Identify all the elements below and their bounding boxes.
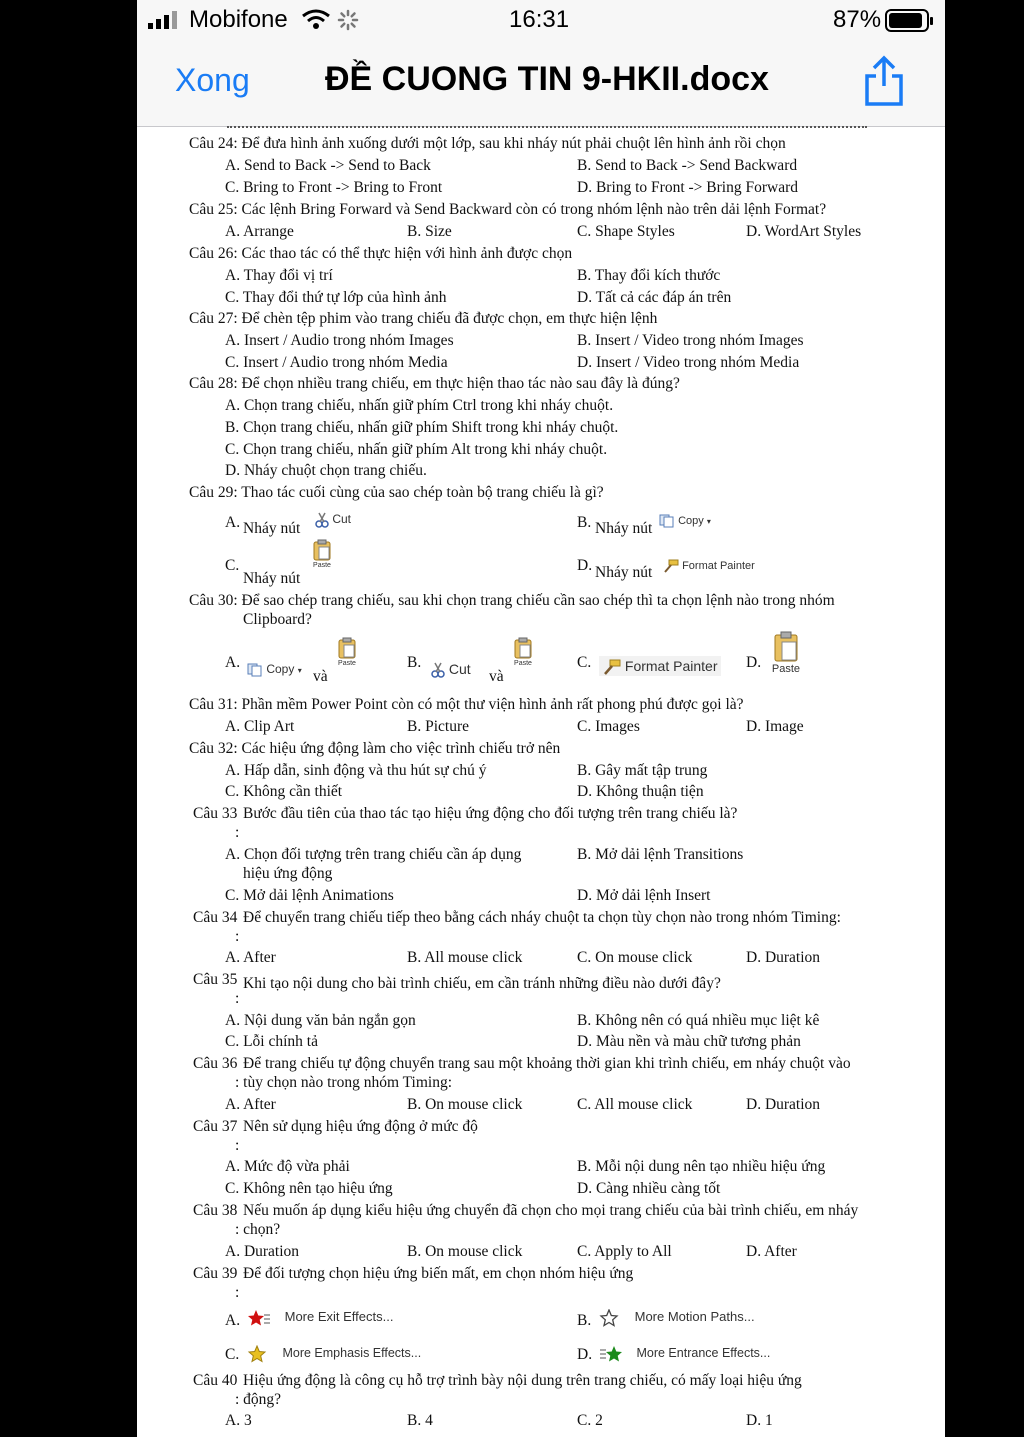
cut-label: Cut xyxy=(448,661,471,677)
option-a: A. Nội dung văn bản ngắn gọn xyxy=(225,1012,416,1029)
copy-label: Copy xyxy=(266,662,295,676)
question-colon: : xyxy=(235,1284,240,1301)
option-d: D. Insert / Video trong nhóm Media xyxy=(577,354,800,371)
option-a-letter: A. xyxy=(225,654,241,671)
option-a-text: Nháy nút xyxy=(243,520,301,537)
and-text: và xyxy=(313,668,328,685)
question-text: Các lệnh Bring Forward và Send Backward còn có trong nhóm lệnh nào trên dải lệnh Format? xyxy=(241,201,827,218)
share-icon[interactable] xyxy=(862,54,906,108)
option-a: A. Duration xyxy=(225,1243,300,1260)
option-d: D. WordArt Styles xyxy=(746,223,862,240)
option-d-paste xyxy=(769,631,803,676)
question-text: Để đưa hình ảnh xuống dưới một lớp, sau khi nháy nút phải chuột lên hình ảnh rồi chọn xyxy=(241,135,786,152)
question-number: Câu 32: xyxy=(189,740,238,757)
paste-label: Paste xyxy=(514,660,532,667)
option-b-paste xyxy=(511,637,535,668)
document-title: ĐỀ CUONG TIN 9-HKII.docx xyxy=(325,60,769,98)
question-text: Để sao chép trang chiếu, sau khi chọn trang chiếu cần sao chép thì ta chọn lệnh nào trong nhóm xyxy=(241,592,835,609)
question-number: Câu 28: xyxy=(189,375,238,392)
paste-label: Paste xyxy=(338,660,356,667)
document-content xyxy=(137,127,945,1437)
option-b: B. 4 xyxy=(407,1412,433,1429)
copy-icon xyxy=(247,663,263,677)
paste-icon xyxy=(337,637,357,659)
question-number: Câu 24: xyxy=(189,135,238,152)
option-b-letter: B. xyxy=(577,514,592,531)
paste-icon xyxy=(513,637,533,659)
option-c: C. Images xyxy=(577,718,640,735)
question-number: Câu 35 xyxy=(193,971,238,988)
question-text: Để chèn tệp phim vào trang chiếu đã được chọn, em thực hiện lệnh xyxy=(241,310,658,327)
question-colon: : xyxy=(235,1137,240,1154)
option-c: C. Thay đổi thứ tự lớp của hình ảnh xyxy=(225,289,447,306)
question-text: Các hiệu ứng động làm cho việc trình chiếu trở nên xyxy=(241,740,561,757)
option-c: C. Lỗi chính tả xyxy=(225,1033,318,1050)
brush-icon xyxy=(663,559,679,573)
option-b-text: Nháy nút xyxy=(595,520,653,537)
option-c: C. Không nên tạo hiệu ứng xyxy=(225,1180,393,1197)
question-31 xyxy=(189,696,744,714)
option-d: D. Duration xyxy=(746,1096,821,1113)
and-text: và xyxy=(489,668,504,685)
motion-path-star-icon xyxy=(599,1309,619,1327)
question-36-text-cont: : tùy chọn nào trong nhóm Timing: xyxy=(235,1074,453,1091)
option-d: D. Màu nền và màu chữ tương phản xyxy=(577,1033,801,1050)
option-a: A. Mức độ vừa phải xyxy=(225,1158,350,1175)
more-motion-paths-label: More Motion Paths... xyxy=(634,1309,755,1324)
paste-icon xyxy=(772,631,800,663)
option-b: B. Mở dải lệnh Transitions xyxy=(577,846,744,863)
entrance-star-icon xyxy=(599,1345,623,1363)
option-a: A. Hấp dẫn, sinh động và thu hút sự chú ý xyxy=(225,762,487,779)
option-d: D. Bring to Front -> Bring Forward xyxy=(577,179,798,196)
option-b: B. Size xyxy=(407,223,452,240)
option-a: A. 3 xyxy=(225,1412,252,1429)
option-b-copy: Copy ▾ xyxy=(659,512,711,531)
status-bar xyxy=(137,0,945,40)
loading-icon xyxy=(337,9,359,36)
more-entrance-effects-label: More Entrance Effects... xyxy=(636,1346,771,1360)
option-a-letter: A. xyxy=(225,1312,241,1329)
question-text: Các thao tác có thể thực hiện với hình ảnh được chọn xyxy=(241,245,573,262)
question-40-text-cont: : động? xyxy=(235,1391,282,1408)
more-exit-effects-label: More Exit Effects... xyxy=(284,1309,394,1324)
option-a: A. Chọn đối tượng trên trang chiếu cần áp dụng xyxy=(225,846,522,863)
option-c-format-painter xyxy=(599,656,721,676)
question-40-text: Hiệu ứng động là công cụ hỗ trợ trình bày nội dung trên trang chiếu, có mấy loại hiệu ứng xyxy=(243,1372,802,1389)
option-c: C. Bring to Front -> Bring to Front xyxy=(225,179,443,196)
option-a-paste xyxy=(335,637,359,668)
battery-icon xyxy=(885,9,935,38)
option-a: A. Chọn trang chiếu, nhấn giữ phím Ctrl trong khi nháy chuột. xyxy=(225,397,614,414)
question-text: Phần mềm Power Point còn có một thư viện hình ảnh rất phong phú được gọi là? xyxy=(241,696,744,713)
option-d-text: Nháy nút xyxy=(595,564,653,581)
done-button[interactable]: Xong xyxy=(175,62,250,98)
option-a-cut xyxy=(315,510,351,528)
option-c-paste xyxy=(311,539,333,570)
option-a-exit-effects xyxy=(247,1308,393,1327)
paste-label: Paste xyxy=(771,663,801,675)
option-d-letter: D. xyxy=(577,1346,593,1363)
battery-percent: 87% xyxy=(833,6,882,33)
option-c: C. Chọn trang chiếu, nhấn giữ phím Alt trong khi nháy chuột. xyxy=(225,441,608,458)
question-33-text: Bước đầu tiên của thao tác tạo hiệu ứng động cho đối tượng trên trang chiếu là? xyxy=(243,805,738,822)
option-b: B. On mouse click xyxy=(407,1243,523,1260)
option-a: A. Thay đổi vị trí xyxy=(225,267,333,284)
question-39-text: Để đối tượng chọn hiệu ứng biến mất, em chọn nhóm hiệu ứng xyxy=(243,1265,634,1282)
question-30 xyxy=(189,592,835,610)
option-c: C. Insert / Audio trong nhóm Media xyxy=(225,354,448,371)
question-38-text-cont: : chọn? xyxy=(235,1221,281,1238)
question-28 xyxy=(189,375,680,393)
question-number: Câu 40 xyxy=(193,1372,238,1389)
option-d: D. Duration xyxy=(746,949,821,966)
scissors-icon xyxy=(431,662,445,678)
clock: 16:31 xyxy=(509,6,570,33)
option-c: C. Mở dải lệnh Animations xyxy=(225,887,394,904)
question-24 xyxy=(189,135,786,153)
question-number: Câu 26: xyxy=(189,245,238,262)
option-b-letter: B. xyxy=(577,1312,592,1329)
question-number: Câu 31: xyxy=(189,696,238,713)
scissors-icon xyxy=(315,512,329,528)
question-30-text-cont: Clipboard? xyxy=(243,611,312,628)
question-25 xyxy=(189,201,826,219)
option-c-letter: C. xyxy=(225,1346,240,1363)
option-c-emphasis-effects xyxy=(247,1344,421,1363)
option-b: B. Picture xyxy=(407,718,469,735)
option-a: A. Arrange xyxy=(225,223,294,240)
more-emphasis-effects-label: More Emphasis Effects... xyxy=(282,1346,422,1360)
option-b-letter: B. xyxy=(407,654,422,671)
option-a-cont: hiệu ứng động xyxy=(243,865,333,882)
clipped-previous-line xyxy=(227,121,867,131)
signal-icon xyxy=(147,10,183,30)
question-34-text: Để chuyển trang chiếu tiếp theo bằng cách nháy chuột ta chọn tùy chọn nào trong nhóm Timing: xyxy=(243,909,841,926)
question-text: Thao tác cuối cùng của sao chép toàn bộ trang chiếu là gì? xyxy=(241,484,604,501)
option-d: D. Mở dải lệnh Insert xyxy=(577,887,711,904)
option-a: A. Clip Art xyxy=(225,718,295,735)
option-a-copy: Copy ▾ xyxy=(247,660,302,680)
question-number: Câu 38 xyxy=(193,1202,238,1219)
option-b: B. Thay đổi kích thước xyxy=(577,267,721,284)
option-d-format-painter xyxy=(663,557,755,575)
question-29 xyxy=(189,484,604,502)
option-d: D. After xyxy=(746,1243,797,1260)
format-painter-label: Format Painter xyxy=(682,560,755,572)
option-d: D. Không thuận tiện xyxy=(577,783,704,800)
cut-label: Cut xyxy=(332,512,352,526)
option-d: D. Tất cả các đáp án trên xyxy=(577,289,732,306)
option-a: A. After xyxy=(225,1096,276,1113)
question-number: Câu 37 xyxy=(193,1118,238,1135)
brush-icon xyxy=(603,659,621,675)
exit-star-icon xyxy=(247,1309,271,1327)
question-35-text: Khi tạo nội dung cho bài trình chiếu, em cần tránh những điều nào dưới đây? xyxy=(243,975,721,992)
option-b: B. On mouse click xyxy=(407,1096,523,1113)
option-a: A. Send to Back -> Send to Back xyxy=(225,157,431,174)
wifi-icon xyxy=(301,8,331,35)
option-a-letter: A. xyxy=(225,514,241,531)
question-colon: : xyxy=(235,928,240,945)
question-number: Câu 29: xyxy=(189,484,238,501)
option-c: C. Không cần thiết xyxy=(225,783,343,800)
question-32 xyxy=(189,740,560,758)
option-b: B. Không nên có quá nhiều mục liệt kê xyxy=(577,1012,820,1029)
paste-label: Paste xyxy=(313,562,331,569)
phone-screen xyxy=(137,0,945,1437)
question-number: Câu 25: xyxy=(189,201,238,218)
question-number: Câu 34 xyxy=(193,909,238,926)
option-b-cut xyxy=(431,660,471,678)
question-38-text: Nếu muốn áp dụng kiểu hiệu ứng chuyển đã chọn cho mọi trang chiếu của bài trình chiếu, em nháy xyxy=(243,1202,859,1219)
question-26 xyxy=(189,245,572,263)
option-d-letter: D. xyxy=(746,654,762,671)
question-number: Câu 30: xyxy=(189,592,238,609)
option-b: B. Mỗi nội dung nên tạo nhiều hiệu ứng xyxy=(577,1158,826,1175)
question-colon: : xyxy=(235,824,240,841)
option-d: D. Nháy chuột chọn trang chiếu. xyxy=(225,462,427,479)
question-36-text: Để trang chiếu tự động chuyển trang sau một khoảng thời gian khi trình chiếu, em nháy chuột vào xyxy=(243,1055,851,1072)
option-d: D. Càng nhiều càng tốt xyxy=(577,1180,721,1197)
carrier-name: Mobifone xyxy=(189,6,288,33)
option-b: B. All mouse click xyxy=(407,949,523,966)
option-c-letter: C. xyxy=(225,557,240,574)
question-number: Câu 36 xyxy=(193,1055,238,1072)
option-c: C. Apply to All xyxy=(577,1243,672,1260)
option-d-entrance-effects xyxy=(599,1344,770,1363)
option-d-letter: D. xyxy=(577,557,593,574)
option-c: C. All mouse click xyxy=(577,1096,693,1113)
option-d: D. Image xyxy=(746,718,804,735)
question-text: Để chọn nhiều trang chiếu, em thực hiện thao tác nào sau đây là đúng? xyxy=(241,375,680,392)
option-c: C. On mouse click xyxy=(577,949,693,966)
option-c: C. 2 xyxy=(577,1412,603,1429)
question-colon: : xyxy=(235,990,240,1007)
option-b: B. Insert / Video trong nhóm Images xyxy=(577,332,804,349)
question-number: Câu 27: xyxy=(189,310,238,327)
option-a: A. Insert / Audio trong nhóm Images xyxy=(225,332,454,349)
option-b: B. Send to Back -> Send Backward xyxy=(577,157,798,174)
question-27 xyxy=(189,310,657,328)
paste-icon xyxy=(312,539,332,561)
option-b: B. Chọn trang chiếu, nhấn giữ phím Shift trong khi nháy chuột. xyxy=(225,419,619,436)
navigation-bar xyxy=(137,40,945,127)
option-a: A. After xyxy=(225,949,276,966)
option-c-text: Nháy nút xyxy=(243,570,301,587)
question-number: Câu 33 xyxy=(193,805,238,822)
emphasis-star-icon xyxy=(247,1345,267,1363)
option-c-letter: C. xyxy=(577,654,592,671)
option-c: C. Shape Styles xyxy=(577,223,675,240)
format-painter-label: Format Painter xyxy=(624,658,718,674)
copy-label: Copy xyxy=(678,515,704,527)
question-37-text: Nên sử dụng hiệu ứng động ở mức độ xyxy=(243,1118,478,1135)
copy-icon xyxy=(659,514,675,528)
option-b-motion-paths xyxy=(599,1308,755,1327)
option-b: B. Gây mất tập trung xyxy=(577,762,708,779)
option-d: D. 1 xyxy=(746,1412,773,1429)
question-number: Câu 39 xyxy=(193,1265,238,1282)
